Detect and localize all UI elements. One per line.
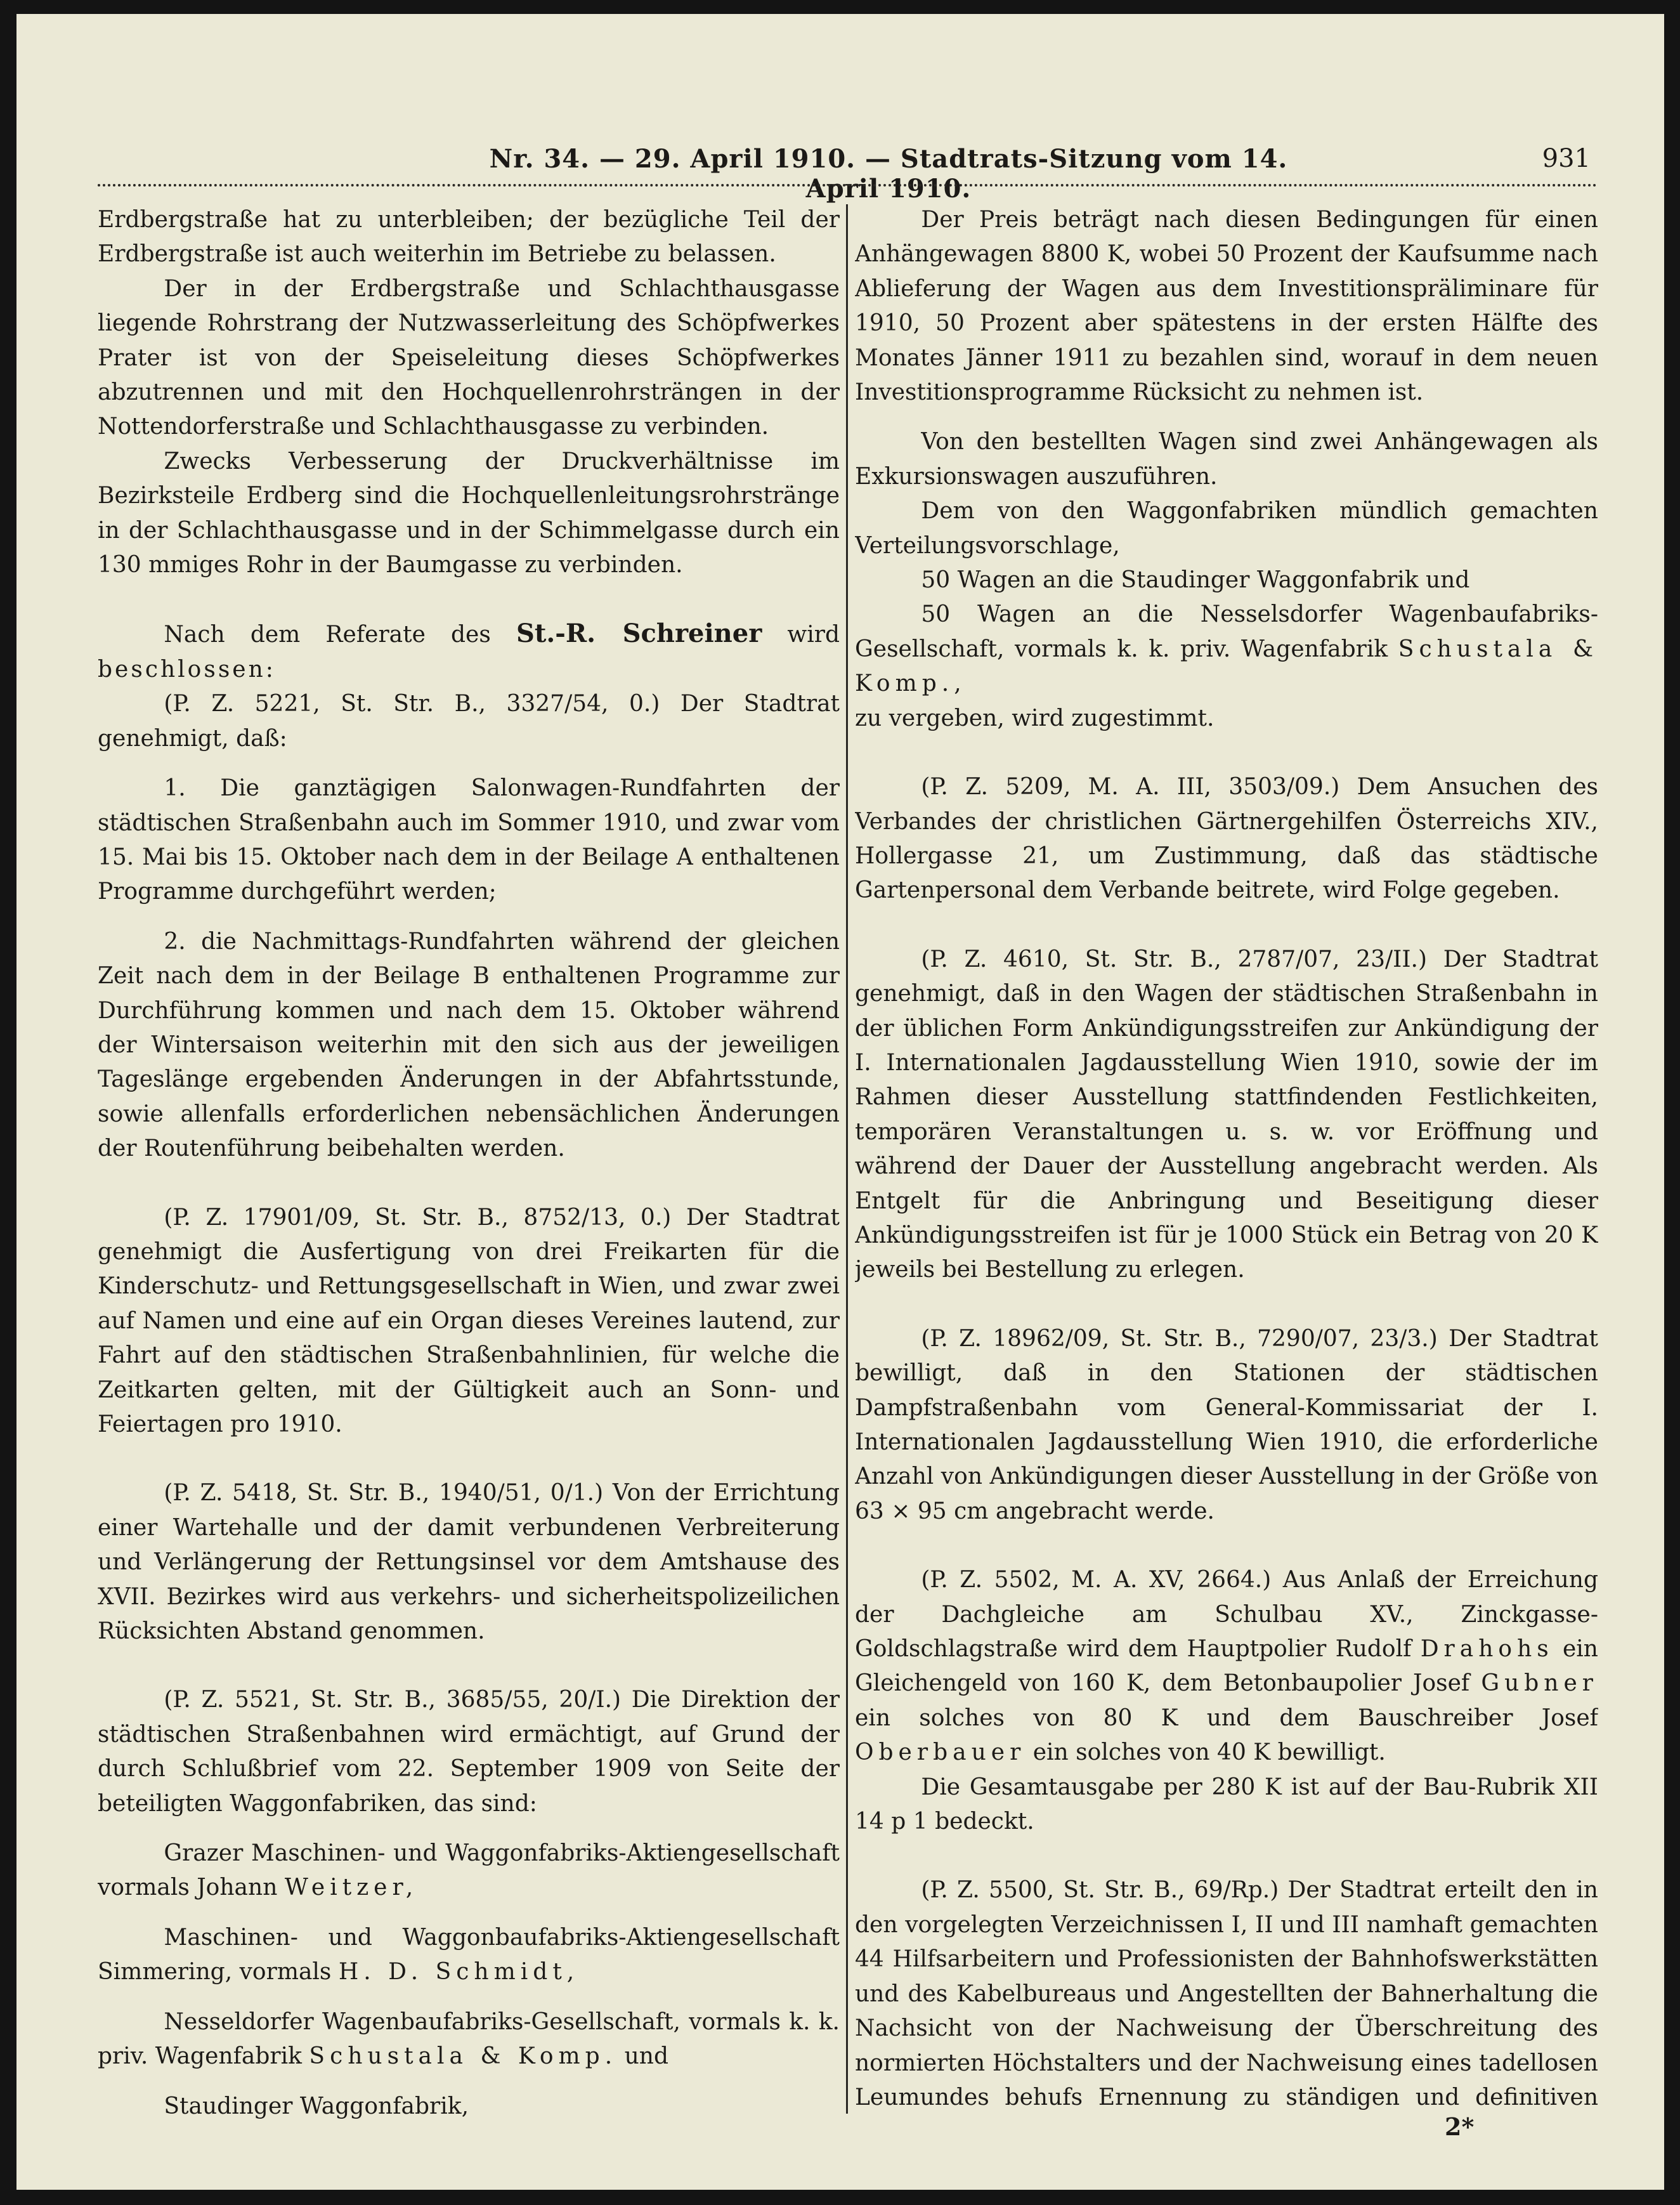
list-item: 2. die Nachmittags-Rundfahrten während der gleichen Zeit nach dem in der Beilage B enthaltenen Programme zur Durchführung kommen und nach dem 15. Oktober während der Wintersaison weiterhin mit den sich aus der jeweiligen Tageslänge ergebenden Änderungen in der Abfahrtsstunde, sowie allenfalls erforderlichen nebensächlichen Änderungen der Routenführung beibehalten werden. [98,928,840,1162]
paragraph: (P. Z. 5209, M. A. III, 3503/09.) Dem Ansuchen des Verbandes der christlichen Gärtnergehilfen Österreichs XIV., Hollergasse 21, um Zustimmung, daß das städtische Gartenpersonal dem Verbande beitrete, wird Folge gegeben. [855,774,1598,904]
paragraph: (P. Z. 17901/09, St. Str. B., 8752/13, 0.) Der Stadtrat genehmigt die Ausfertigung von drei Freikarten für die Kinderschutz- und Rettungsgesellschaft in Wien, und zwar zwei auf Namen und eine auf ein Organ dieses Vereines lautend, zur Fahrt auf den städtischen Straßenbahnlinien, für welche die Zeitkarten gelten, mit der Gültigkeit auch an Sonn- und Feiertagen pro 1910. [98,1204,840,1437]
person-name: Drahohs [1420,1636,1554,1663]
factory-text: Maschinen- und Waggonbaufabriks-Aktiengesellschaft Simmering, vormals [98,1924,840,1986]
paragraph: Von den bestellten Wagen sind zwei Anhängewagen als Exkursionswagen auszuführen. [855,429,1598,490]
signature-mark: 2* [1445,2112,1475,2141]
paragraph: (P. Z. 18962/09, St. Str. B., 7290/07, 23/3.) Der Stadtrat bewilligt, daß in den Stationen der städtischen Dampfstraßenbahn vom General-Kommissariat der I. Internationalen Jagdausstellung Wien 1910, die erforderliche Anzahl von Ankündigungen dieser Ausstellung in der Größe von 63 × 95 cm angebracht werde. [855,1325,1598,1524]
paragraph: Zwecks Verbesserung der Druckverhältnisse im Bezirksteile Erdberg sind die Hochquellenleitungsrohrstränge in der Schlachthausgasse und in der Schimmelgasse durch ein 130 mmiges Rohr in der Baumgasse zu verbinden. [98,448,840,579]
company-name: Schustala & Komp., [855,636,1598,697]
paragraph: (P. Z. 5418, St. Str. B., 1940/51, 0/1.) Von der Errichtung einer Wartehalle und der damit verbundenen Verbreiterung und Verlängerung der Rettungsinsel vor dem Amtshause des XVII. Bezirkes wird aus verkehrs- und sicherheitspolizeilichen Rücksichten Abstand genommen. [98,1480,840,1645]
factory-item: Staudinger Waggonfabrik, [164,2093,469,2119]
factory-text: Nesseldorfer Wagenbaufabriks-Gesellschaft, vormals k. k. priv. Wagenfabrik [98,2008,840,2070]
speaker-name: St.-R. Schreiner [516,618,762,649]
paragraph-text: ein Gleichengeld von 160 K, dem Betonbaupolier Josef [855,1636,1598,1697]
resolution-intro [98,617,840,687]
header-title: Nr. 34. — 29. April 1910. — Stadtrats-Sitzung vom 14. April 1910. [489,144,1288,204]
factory-person: Weitzer, [284,1875,419,1901]
paragraph-text: ein solches von 40 K bewilligt. [1032,1739,1386,1766]
paragraph-text: 50 Wagen an die Nesselsdorfer Wagenbaufabriks-Gesellschaft, vormals k. k. priv. Wagenfabrik [855,601,1598,662]
paragraph [855,598,1598,701]
left-column [98,203,840,2119]
document-page [16,14,1664,2190]
paragraph: zu vergeben, wird zugestimmt. [855,705,1214,731]
column-divider [846,204,848,2114]
paragraph: Erdbergstraße hat zu unterbleiben; der bezügliche Teil der Erdbergstraße ist auch weiterhin im Betriebe zu belassen. [98,207,840,268]
intro-verb: wird [787,622,840,648]
paragraph: Dem von den Waggonfabriken mündlich gemachten Verteilungsvorschlage, [855,498,1598,559]
factory-person: H. D. Schmidt, [338,1959,580,1986]
factory-item [98,2005,840,2074]
factory-text: Grazer Maschinen- und Waggonfabriks-Aktiengesellschaft vormals Johann [98,1840,840,1901]
factory-item [98,1836,840,1906]
paragraph: Die Gesamtausgabe per 280 K ist auf der Bau-Rubrik XII 14 p 1 bedeckt. [855,1774,1598,1835]
paragraph [855,1563,1598,1770]
resolved-word: beschlossen: [98,656,276,683]
paragraph: Der in der Erdbergstraße und Schlachthausgasse liegende Rohrstrang der Nutzwasserleitung des Schöpfwerkes Prater ist von der Speiseleitung dieses Schöpfwerkes abzutrennen und mit den Hochquellenrohrsträngen in der Nottendorferstraße und Schlachthausgasse zu verbinden. [98,275,840,440]
person-name: Oberbauer [855,1739,1026,1766]
paragraph-text: (P. Z. 5502, M. A. XV, 2664.) Aus Anlaß der Erreichung der Dachgleiche am Schulbau XV., Zinckgasse-Goldschlagstraße wird dem Hauptpolier Rudolf [855,1567,1598,1663]
factory-person: Schustala & Komp. [309,2043,618,2070]
list-item: 1. Die ganztägigen Salonwagen-Rundfahrten der städtischen Straßenbahn auch im Sommer 1910, und zwar vom 15. Mai bis 15. Oktober nach dem in der Beilage A enthaltenen Programme durchgeführt werden; [98,775,840,905]
right-column [855,203,1598,2119]
paragraph: 50 Wagen an die Staudinger Waggonfabrik und [921,567,1470,594]
paragraph: (P. Z. 5500, St. Str. B., 69/Rp.) Der Stadtrat erteilt den in den vorgelegten Verzeichnissen I, II und III namhaft gemachten 44 Hilfsarbeitern und Professionisten der Bahnhofswerkstätten und des Kabelbureaus und Angestellten der Bahnerhaltung die Nachsicht von der Nachweisung der Überschreitung des normierten Höchstalters und der Nachweisung eines tadellosen Leumundes behufs Ernennung zu ständigen und definitiven [855,1877,1598,2110]
paragraph: (P. Z. 5221, St. Str. B., 3327/54, 0.) Der Stadtrat genehmigt, daß: [98,691,840,752]
factory-item [98,1921,840,1990]
paragraph: (P. Z. 4610, St. Str. B., 2787/07, 23/II.) Der Stadtrat genehmigt, daß in den Wagen der städtischen Straßenbahn in der üblichen Form Ankündigungsstreifen zur Ankündigung der I. Internationalen Jagdausstellung Wien 1910, sowie der im Rahmen dieser Ausstellung stattfindenden Festlichkeiten, temporären Veranstaltungen u. s. w. vor Eröffnung und während der Dauer der Ausstellung angebracht werden. Als Entgelt für die Anbringung und Beseitigung dieser Ankündigungsstreifen ist für je 1000 Stück ein Betrag von 20 K jeweils bei Bestellung zu erlegen. [855,946,1598,1283]
paragraph-text: ein solches von 80 K und dem Bauschreiber Josef [855,1704,1598,1731]
paragraph: (P. Z. 5521, St. Str. B., 3685/55, 20/I.) Die Direktion der städtischen Straßenbahnen wird ermächtigt, auf Grund der durch Schlußbrief vom 22. September 1909 von Seite der beteiligten Waggonfabriken, das sind: [98,1687,840,1817]
intro-text: Nach dem Referate des [164,622,491,648]
header-divider [98,184,1598,186]
factory-text: und [624,2043,669,2070]
paragraph: Der Preis beträgt nach diesen Bedingungen für einen Anhängewagen 8800 K, wobei 50 Prozent der Kaufsumme nach Ablieferung der Wagen aus dem Investitionspräliminare für 1910, 50 Prozent aber spätestens in der ersten Hälfte des Monates Jänner 1911 zu bezahlen sind, worauf in dem neuen Investitionsprogramme Rücksicht zu nehmen ist. [855,207,1598,406]
person-name: Gubner [1481,1670,1598,1697]
page-number: 931 [1542,144,1591,173]
page-header [16,144,1664,204]
